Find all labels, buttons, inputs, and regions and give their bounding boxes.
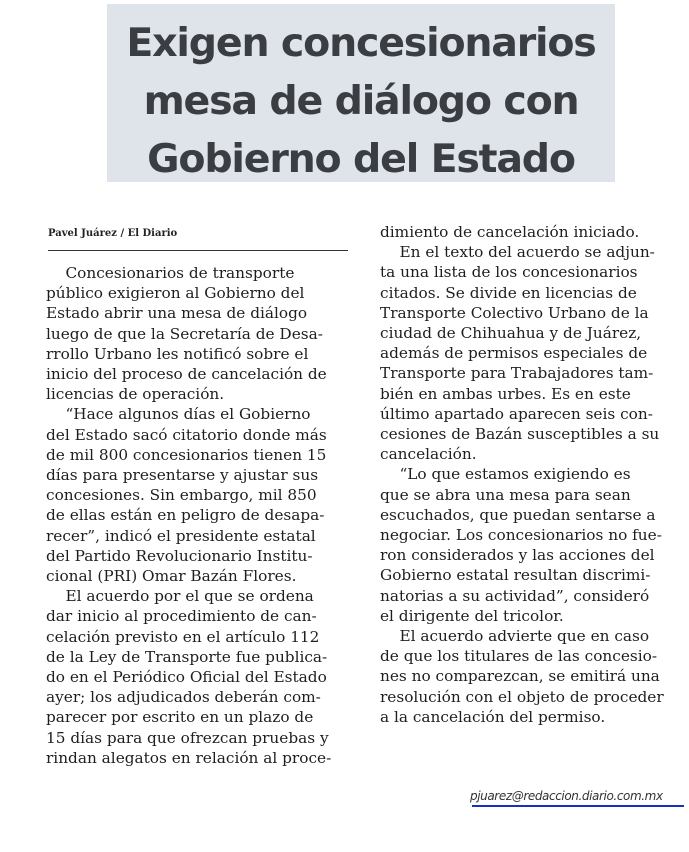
article-line: de mil 800 concesionarios tienen 15	[46, 445, 327, 464]
article-line: último apartado aparecen seis con-	[380, 404, 653, 423]
side-clipping-edge	[670, 425, 684, 665]
article-column-right	[380, 222, 680, 727]
article-line: cancelación.	[380, 445, 477, 464]
article-line: licencias de operación.	[46, 385, 225, 404]
headline-line: Gobierno del Estado	[147, 136, 575, 182]
article-line: ron considerados y las acciones del	[380, 546, 655, 565]
article-line: que se abra una mesa para sean	[380, 485, 631, 504]
article-line: ayer; los adjudicados deberán com-	[46, 688, 321, 707]
article-line: rindan alegatos en relación al proce-	[46, 748, 332, 767]
article-line: ciudad de Chihuahua y de Juárez,	[380, 324, 642, 343]
article-line: de la Ley de Transporte fue publica-	[46, 647, 328, 666]
article-line: público exigieron al Gobierno del	[46, 284, 305, 303]
article-line: rrollo Urbano les notificó sobre el	[46, 344, 309, 363]
article-line: luego de que la Secretaría de Desa-	[46, 324, 323, 343]
article-line: En el texto del acuerdo se adjun-	[380, 243, 655, 262]
article-line: Transporte Colectivo Urbano de la	[380, 303, 649, 322]
article-line: del Estado sacó citatorio donde más	[46, 425, 327, 444]
headline	[107, 14, 615, 188]
article-line: de ellas están en peligro de desapa-	[46, 506, 325, 525]
article-line: dimiento de cancelación iniciado.	[380, 223, 640, 241]
article-line: “Hace algunos días el Gobierno	[46, 405, 311, 424]
article-line: natorias a su actividad”, consideró	[380, 586, 650, 605]
article-line: nes no comparezcan, se emitirá una	[380, 667, 660, 686]
article-line: Estado abrir una mesa de diálogo	[46, 304, 308, 323]
headline-line: mesa de diálogo con	[143, 78, 579, 124]
article-line: parecer por escrito en un plazo de	[46, 708, 314, 727]
article-line: negociar. Los concesionarios no fue-	[380, 526, 662, 545]
article-line: 15 días para que ofrezcan pruebas y	[46, 728, 329, 747]
article-line: celación previsto en el artículo 112	[46, 627, 320, 646]
article-line: Concesionarios de transporte	[46, 264, 295, 282]
article-line: el dirigente del tricolor.	[380, 606, 564, 625]
article-line: Gobierno estatal resultan discrimi-	[380, 566, 651, 585]
article-line: cional (PRI) Omar Bazán Flores.	[46, 567, 297, 586]
article-line: concesiones. Sin embargo, mil 850	[46, 486, 317, 505]
article-line: bién en ambas urbes. Es en este	[380, 384, 631, 403]
article-line: días para presentarse y ajustar sus	[46, 466, 319, 485]
article-line: de que los titulares de las concesio-	[380, 647, 658, 666]
article-line: del Partido Revolucionario Institu-	[46, 546, 313, 565]
headline-line: Exigen concesionarios	[126, 20, 596, 66]
article-line: citados. Se divide en licencias de	[380, 283, 637, 302]
article-line: resolución con el objeto de proceder	[380, 687, 664, 706]
article-line: dar inicio al procedimiento de can-	[46, 607, 317, 626]
article-line: El acuerdo advierte que en caso	[380, 627, 650, 646]
author-email[interactable]: pjuarez@redaccion.diario.com.mx	[470, 789, 663, 803]
byline: Pavel Juárez / El Diario	[48, 228, 178, 239]
byline-divider	[48, 250, 348, 251]
email-underline	[472, 805, 684, 807]
article-line: cesiones de Bazán susceptibles a su	[380, 425, 660, 444]
article-line: a la cancelación del permiso.	[380, 707, 606, 726]
article-line: recer”, indicó el presidente estatal	[46, 526, 316, 545]
article-line: ta una lista de los concesionarios	[380, 263, 638, 282]
article-line: El acuerdo por el que se ordena	[46, 587, 314, 606]
article-line: escuchados, que puedan sentarse a	[380, 505, 656, 524]
article-line: Transporte para Trabajadores tam-	[380, 364, 654, 383]
article-line: inicio del proceso de cancelación de	[46, 365, 327, 384]
article-line: “Lo que estamos exigiendo es	[380, 465, 631, 484]
article-line: do en el Periódico Oficial del Estado	[46, 668, 327, 687]
article-column-left	[46, 263, 352, 768]
article-line: además de permisos especiales de	[380, 344, 648, 363]
